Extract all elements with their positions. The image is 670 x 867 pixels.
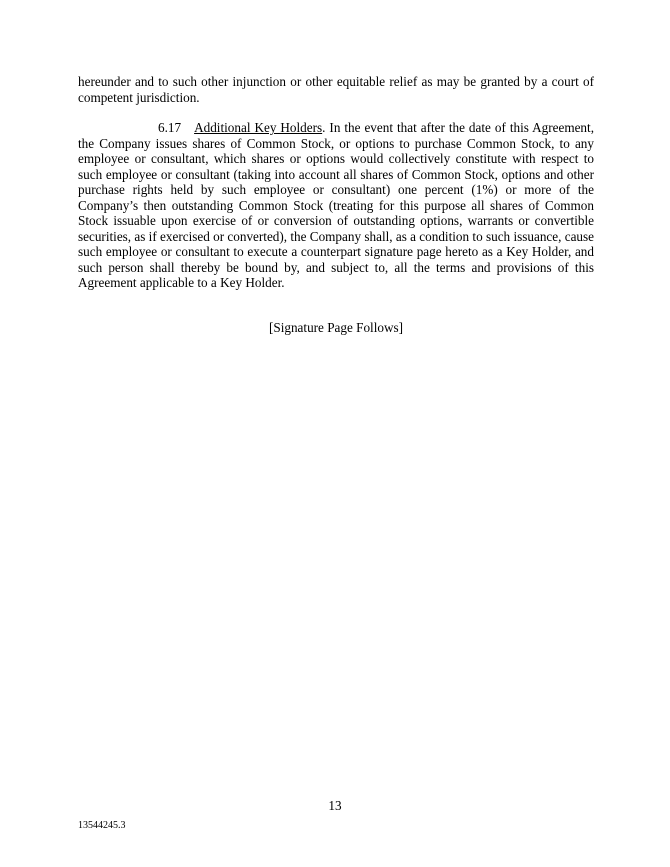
section-heading: Additional Key Holders [194,120,323,135]
page-number: 13 [328,797,342,813]
section-6-17-paragraph [78,120,594,291]
paragraph-continuation: hereunder and to such other injunction or other equitable relief as may be granted by a court of competent jurisdiction. [78,74,594,105]
signature-page-note: [Signature Page Follows] [268,319,404,335]
section-number: 6.17 [158,120,182,135]
footer-doc-id: 13544245.3 [78,820,126,831]
section-body-text: . In the event that after the date of this Agreement, the Company issues shares of Common Stock, or options to purchase Common Stock, to any employee or consultant, which shares or options would collectively constitute with respect to such employee or consultant (taking into account all shares of Common Stock, options and other purchase rights held by such employee or consultant) one percent (1%) or more of the Company’s then outstanding Common Stock (treating for this purpose all shares of Common Stock issuable upon exercise of or conversion of outstanding options, warrants or convertible securities, as if exercised or converted), the Company shall, as a condition to such issuance, cause such employee or consultant to execute a counterpart signature page hereto as a Key Holder, and such person shall thereby be bound by, and subject to, all the terms and provisions of this Agreement applicable to a Key Holder. [78,120,594,290]
